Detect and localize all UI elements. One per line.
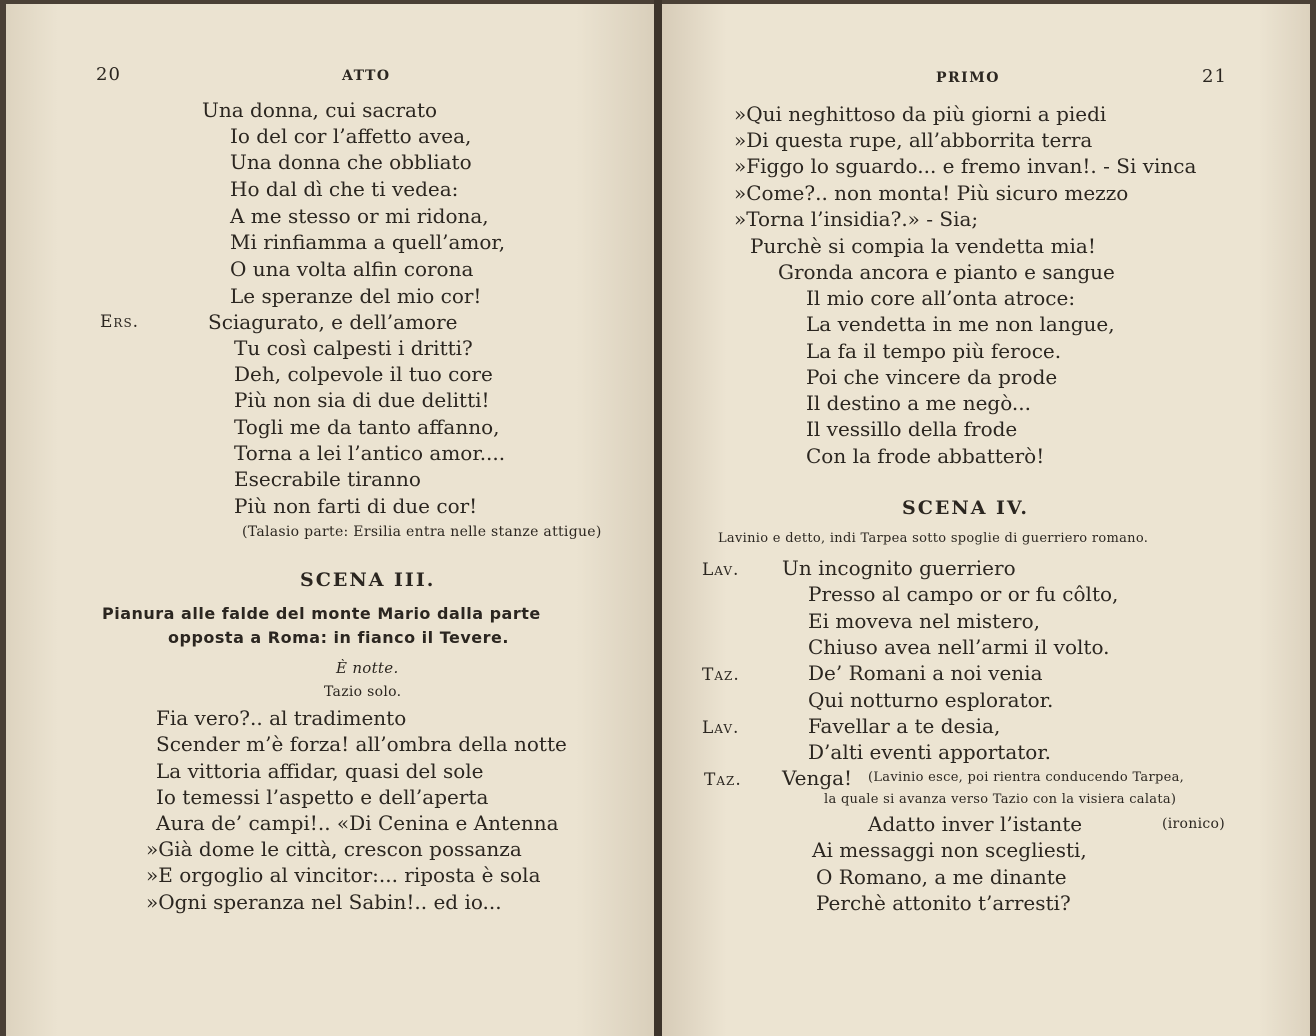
verse-line: Tu così calpesti i dritti? <box>234 336 473 360</box>
speaker-label: Ers. <box>100 312 140 332</box>
verse-line: Ai messaggi non scegliesti, <box>812 838 1087 862</box>
book-gutter <box>654 0 662 1036</box>
stage-direction: (ironico) <box>1162 816 1225 832</box>
verse-line: »Torna l’insidia?.» - Sia; <box>734 207 979 231</box>
verse-line: Ei moveva nel mistero, <box>808 609 1041 633</box>
scene-setting: Pianura alle falde del monte Mario dalla parte <box>102 604 541 623</box>
speaker-label: Taz. <box>704 770 742 790</box>
verse-line: »Come?.. non monta! Più sicuro mezzo <box>734 181 1129 205</box>
verse-line: Qui notturno esplorator. <box>808 688 1054 712</box>
stage-direction: (Talasio parte: Ersilia entra nelle stanze attigue) <box>242 524 602 540</box>
verse-line: La vendetta in me non langue, <box>806 312 1115 336</box>
verse-line: Io del cor l’affetto avea, <box>230 124 472 148</box>
verse-line: Togli me da tanto affanno, <box>234 415 500 439</box>
verse-line: Venga! <box>782 766 853 790</box>
verse-line: La fa il tempo più feroce. <box>806 339 1062 363</box>
verse-line: Torna a lei l’antico amor.... <box>234 441 506 465</box>
verse-line: Il vessillo della frode <box>806 417 1018 441</box>
verse-line: Il destino a me negò... <box>806 391 1031 415</box>
verse-line: Scender m’è forza! all’ombra della notte <box>156 732 567 756</box>
verse-line: »Ogni speranza nel Sabin!.. ed io... <box>146 890 502 914</box>
scene-title: SCENA IV. <box>902 497 1029 519</box>
verse-line: Ho dal dì che ti vedea: <box>230 177 459 201</box>
verse-line: Più non sia di due delitti! <box>234 388 490 412</box>
verse-line: Con la frode abbatterò! <box>806 444 1045 468</box>
page-number: 21 <box>1202 66 1227 87</box>
verse-line: D’alti eventi apportator. <box>808 740 1052 764</box>
scene-cast: Lavinio e detto, indi Tarpea sotto spoglie di guerriero romano. <box>718 531 1149 546</box>
verse-line: De’ Romani a noi venia <box>808 661 1043 685</box>
verse-line: Presso al campo or or fu côlto, <box>808 582 1119 606</box>
verse-line: »Già dome le città, crescon possanza <box>146 837 522 861</box>
verse-line: »Figgo lo sguardo... e fremo invan!. - Si vinca <box>734 154 1197 178</box>
verse-line: Una donna che obbliato <box>230 150 472 174</box>
verse-line: O una volta alfin corona <box>230 257 474 281</box>
verse-line: Io temessi l’aspetto e dell’aperta <box>156 785 489 809</box>
verse-line: Poi che vincere da prode <box>806 365 1058 389</box>
verse-line: Favellar a te desia, <box>808 714 1001 738</box>
verse-line: Le speranze del mio cor! <box>230 284 482 308</box>
verse-line: Purchè si compia la vendetta mia! <box>750 234 1096 258</box>
speaker-label: Lav. <box>702 718 740 738</box>
verse-line: Perchè attonito t’arresti? <box>816 891 1071 915</box>
verse-line: Adatto inver l’istante <box>868 812 1083 836</box>
verse-line: Il mio core all’onta atroce: <box>806 286 1076 310</box>
stage-direction: (Lavinio esce, poi rientra conducendo Tarpea, <box>868 770 1185 785</box>
verse-line: Chiuso avea nell’armi il volto. <box>808 635 1110 659</box>
right-page <box>662 4 1310 1036</box>
verse-line: Una donna, cui sacrato <box>202 98 438 122</box>
running-head: ATTO <box>342 68 391 84</box>
stage-direction: la quale si avanza verso Tazio con la visiera calata) <box>824 792 1177 807</box>
verse-line: Sciagurato, e dell’amore <box>208 310 458 334</box>
speaker-label: Lav. <box>702 560 740 580</box>
verse-line: »Di questa rupe, all’abborrita terra <box>734 128 1093 152</box>
verse-line: La vittoria affidar, quasi del sole <box>156 759 484 783</box>
verse-line: »Qui neghittoso da più giorni a piedi <box>734 102 1107 126</box>
left-page <box>6 4 654 1036</box>
verse-line: Aura de’ campi!.. «Di Cenina e Antenna <box>156 811 559 835</box>
page-number: 20 <box>96 64 121 85</box>
character-note: Tazio solo. <box>324 684 402 700</box>
verse-line: Fia vero?.. al tradimento <box>156 706 407 730</box>
verse-line: Gronda ancora e pianto e sangue <box>778 260 1115 284</box>
verse-line: Mi rinfiamma a quell’amor, <box>230 230 506 254</box>
verse-line: A me stesso or mi ridona, <box>230 204 489 228</box>
speaker-label: Taz. <box>702 665 740 685</box>
verse-line: Un incognito guerriero <box>782 556 1016 580</box>
verse-line: »E orgoglio al vincitor:... riposta è sola <box>146 863 541 887</box>
running-head: PRIMO <box>936 70 1000 86</box>
verse-line: O Romano, a me dinante <box>816 865 1067 889</box>
time-note: È notte. <box>336 659 399 677</box>
scene-title: SCENA III. <box>300 569 436 591</box>
verse-line: Più non farti di due cor! <box>234 494 478 518</box>
verse-line: Deh, colpevole il tuo core <box>234 362 493 386</box>
scene-setting: opposta a Roma: in fianco il Tevere. <box>168 628 509 647</box>
verse-line: Esecrabile tiranno <box>234 467 421 491</box>
